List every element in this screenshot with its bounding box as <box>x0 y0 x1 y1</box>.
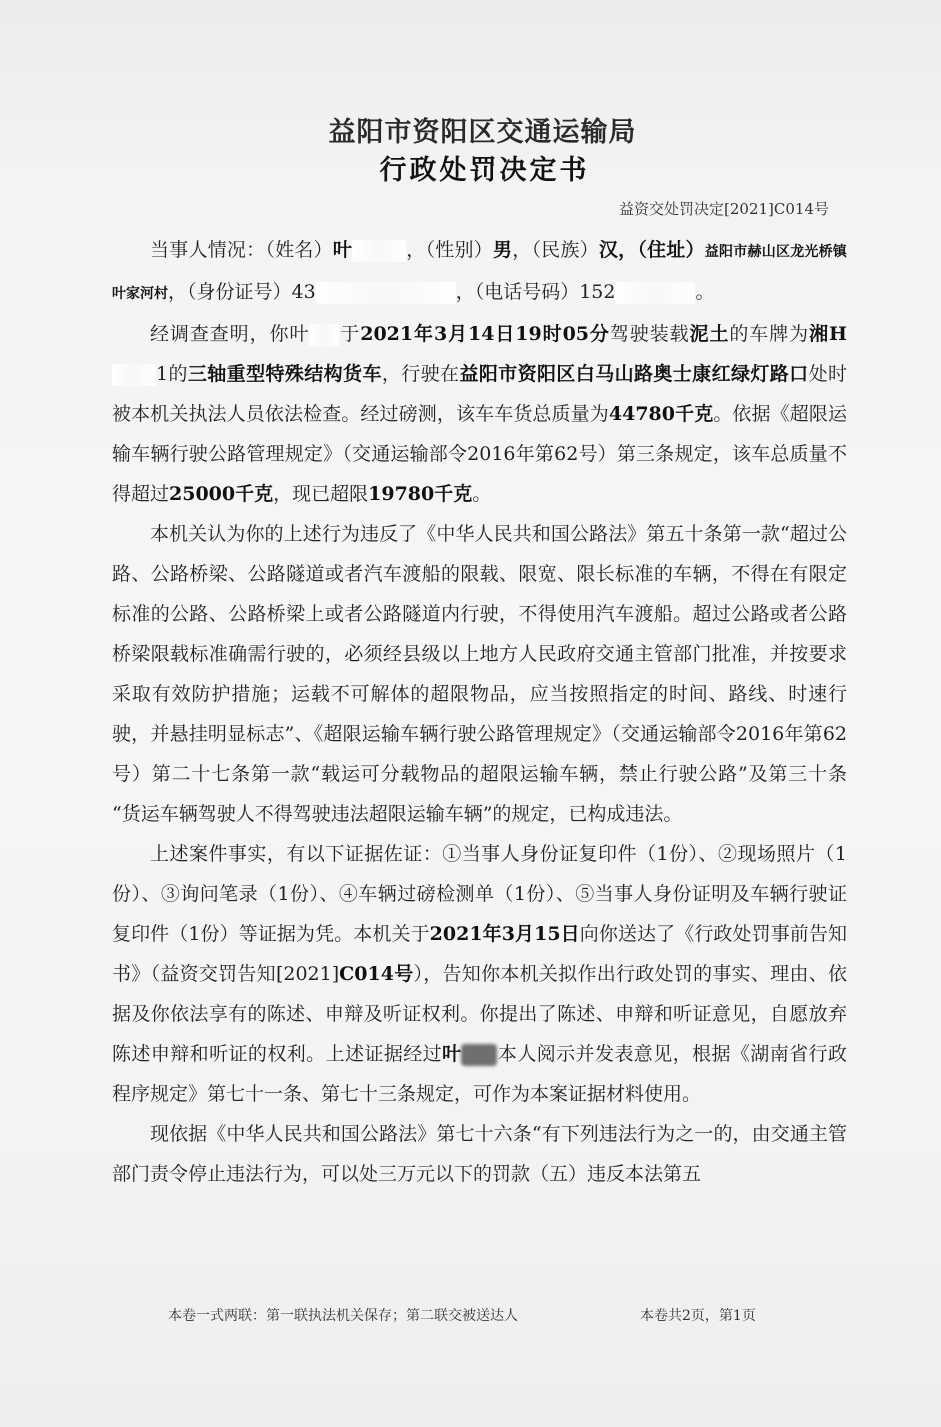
redacted-name <box>461 1044 497 1066</box>
party-phone: 152 <box>579 281 616 303</box>
text-run: 上述案件事实，有以下证据佐证：①当事人身份证复印件（1份）、②现场照片（1份）、③询问笔录（1份）、④车辆过磅检测单（1份）、⑤当事人身份证明及车辆行驶证复印件（1份）等证据为凭。本机关于 <box>112 843 847 945</box>
address-label: ，（住址） <box>618 239 705 261</box>
notice-date: 2021年3月15日 <box>429 923 580 945</box>
party-end: 。 <box>695 281 715 303</box>
text-run: 于 <box>339 323 361 345</box>
document-title: 行政处罚决定书 <box>379 155 590 186</box>
footer-page-number: 本卷共2页，第1页 <box>640 1308 756 1324</box>
overweight-amount: 19780千克 <box>368 483 473 505</box>
party-address: 益阳市赫山区龙光桥镇叶家河村 <box>112 244 847 302</box>
text-run: 向你送达了《行政处罚事前告知书》（益资交罚告知[2021] <box>112 923 847 985</box>
issuing-authority: 益阳市资阳区交通运输局 <box>328 117 637 148</box>
text-run: 的车牌为 <box>729 323 810 345</box>
text-run: 处时被本机关执法人员依法检查。经过磅测，该车车货总质量为 <box>112 363 847 425</box>
party-name: 叶 <box>442 1043 462 1065</box>
name-label: （姓名） <box>265 239 333 261</box>
text-run: ，行驶在 <box>381 363 460 385</box>
party-label: 当事人情况： <box>150 239 266 261</box>
document-body <box>112 230 854 1194</box>
incident-time: 2021年3月14日19时05分 <box>360 323 610 345</box>
redacted-id <box>316 282 456 304</box>
cargo-type: 泥土 <box>689 323 730 345</box>
plate-prefix: 湘H <box>809 323 847 345</box>
redacted-name <box>309 324 339 346</box>
redacted-phone <box>615 282 695 304</box>
text-run: 驾驶装载 <box>609 323 690 345</box>
party-ethnicity: 汉 <box>598 239 619 261</box>
text-run: 。依据《超限运输车辆行驶公路管理规定》（交通运输部令2016年第62号）第三条规定，该车总质量不得超过 <box>112 403 847 505</box>
text-run: 本人阅示并发表意见，根据《湖南省行政程序规定》第七十一条、第七十三条规定，可作为本案证据材料使用。 <box>112 1043 847 1105</box>
phone-label: ，（电话号码） <box>455 281 580 303</box>
evidence-paragraph <box>112 834 847 1114</box>
weight-limit: 25000千克 <box>169 483 274 505</box>
ethnicity-label: ，（民族） <box>512 239 599 261</box>
vehicle-type: 三轴重型特殊结构货车 <box>187 363 382 385</box>
document-number: 益资交处罚决定[2021]C014号 <box>619 200 829 218</box>
redacted-plate <box>112 364 156 386</box>
text-run: 的 <box>168 363 188 385</box>
violation-paragraph: 本机关认为你的上述行为违反了《中华人民共和国公路法》第五十条第一款“超过公路、公路桥梁、公路隧道或者汽车渡船的限载、限宽、限长标准的车辆，不得在有限定标准的公路、公路桥梁上或者公路隧道内行驶，不得使用汽车渡船。超过公路或者公路桥梁限载标准确需行驶的，必须经县级以上地方人民政府交通主管部门批准，并按要求采取有效防护措施；运载不可解体的超限物品，应当按照指定的时间、路线、时速行驶，并悬挂明显标志”、《超限运输车辆行驶公路管理规定》（交通运输部令2016年第62号）第二十七条第一款“载运可分载物品的超限运输车辆，禁止行驶公路”及第三十条 “货运车辆驾驶人不得驾驶违法超限运输车辆”的规定，已构成违法。 <box>112 523 854 825</box>
party-info-paragraph <box>112 230 847 314</box>
text-run: 经调查查明，你叶 <box>150 323 310 345</box>
party-gender: 男 <box>492 239 513 261</box>
text-run: ，现已超限 <box>273 483 369 505</box>
incident-location: 益阳市资阳区白马山路奥士康红绿灯路口 <box>459 363 809 385</box>
footer-copies-note: 本卷一式两联：第一联执法机关保存；第二联交被送达人 <box>168 1308 518 1324</box>
gender-label: ，（性别） <box>406 239 493 261</box>
penalty-basis-paragraph: 现依据《中华人民共和国公路法》第七十六条“有下列违法行为之一的，由交通主管部门责令停止违法行为，可以处三万元以下的罚款（五）违反本法第五 <box>112 1123 847 1185</box>
notice-number: C014号 <box>339 963 414 985</box>
party-name: 叶 <box>332 239 353 261</box>
text-run: ），告知你本机关拟作出行政处罚的事实、理由、依据及你依法享有的陈述、申辩及听证权利。你提出了陈述、申辩和听证意见，自愿放弃陈述申辩和听证的权利。上述证据经过 <box>112 963 847 1065</box>
redacted-name <box>352 240 406 262</box>
total-weight: 44780千克 <box>608 403 714 425</box>
investigation-paragraph <box>112 314 847 514</box>
id-label: ，（身份证号） <box>168 281 292 303</box>
plate-suffix: 1 <box>156 363 169 385</box>
text-run: 。 <box>472 483 492 505</box>
party-id: 43 <box>291 281 316 303</box>
